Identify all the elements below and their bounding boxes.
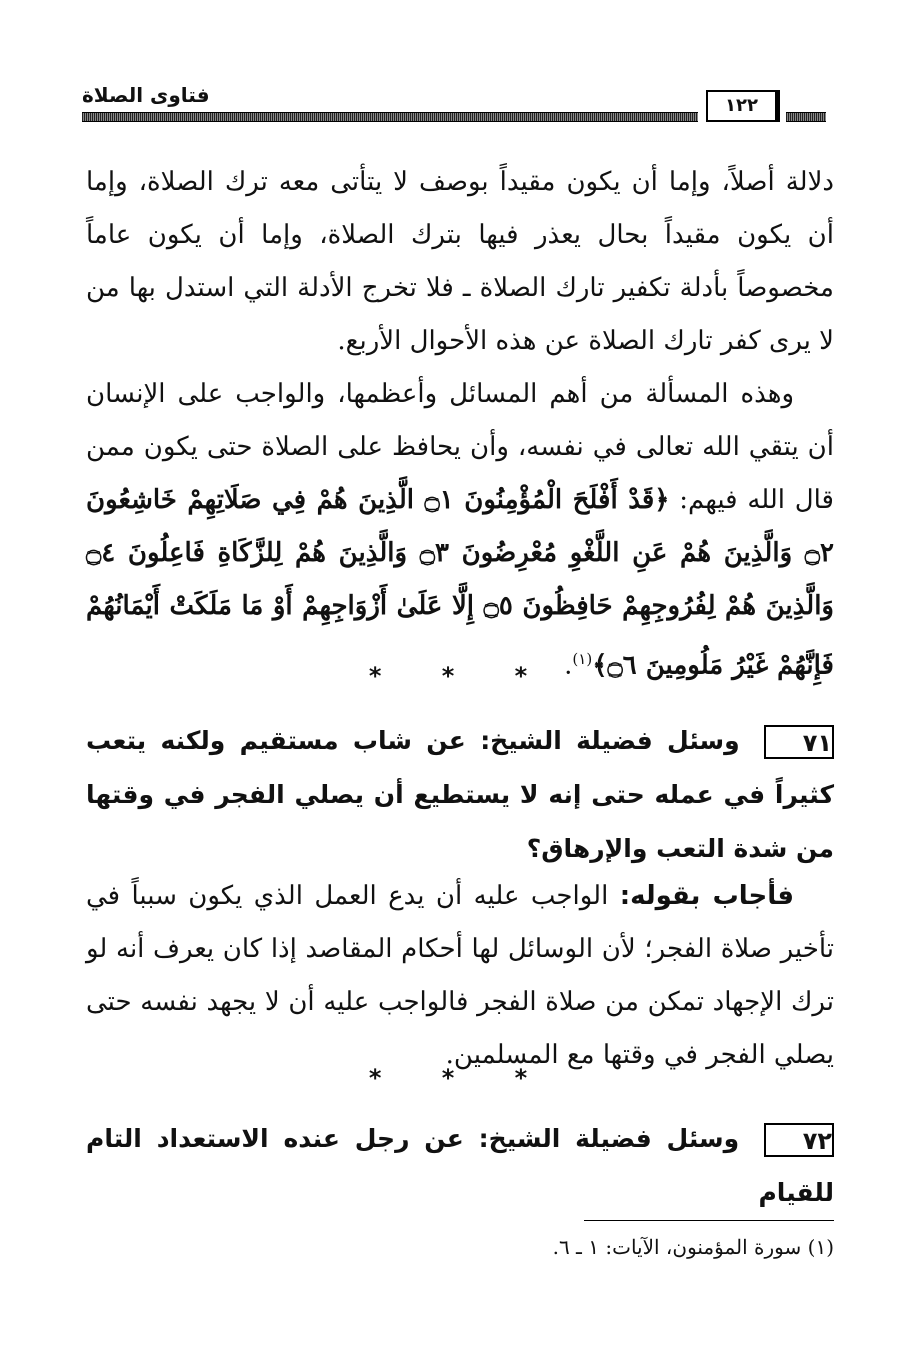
footnote: (١) سورة المؤمنون، الآيات: ١ ـ ٦. <box>552 1235 834 1259</box>
answer-71-text: الواجب عليه أن يدع العمل الذي يكون سبباً في تأخير صلاة الفجر؛ لأن الوسائل لها أحكام المقاصد إذا كان يعرف أنه لو ترك الإجهاد تمكن من صلاة الفجر فالواجب عليه أن لا يجهد نفسه حتى يصلي الفجر في وقتها مع المسلمين. <box>86 881 834 1070</box>
page-number: ١٢٢ <box>706 90 780 122</box>
footnote-ref: (١) <box>572 650 593 668</box>
question-72-text: وسئل فضيلة الشيخ: عن رجل عنده الاستعداد التام للقيام <box>86 1124 834 1207</box>
section-separator: * * * <box>368 1064 554 1092</box>
paragraph-2-end: . <box>564 650 573 681</box>
header-rule <box>82 112 698 122</box>
question-71-text: وسئل فضيلة الشيخ: عن شاب مستقيم ولكنه يتعب كثيراً في عمله حتى إنه لا يستطيع أن يصلي الفجر في وقتها من شدة التعب والإرهاق؟ <box>86 726 834 863</box>
book-title: فتاوى الصلاة <box>82 83 210 107</box>
question-72 <box>86 1112 834 1220</box>
question-71 <box>86 714 834 876</box>
answer-71-lead: فأجاب بقوله: <box>619 881 794 911</box>
answer-71 <box>86 870 834 1082</box>
paragraph-2 <box>86 368 834 693</box>
quran-verse: ﴿قَدْ أَفْلَحَ الْمُؤْمِنُونَ ۝١ الَّذِينَ هُمْ فِي صَلَاتِهِمْ خَاشِعُونَ ۝٢ وَالَّذِينَ هُمْ عَنِ اللَّغْوِ مُعْرِضُونَ ۝٣ وَالَّذِينَ هُمْ لِلزَّكَاةِ فَاعِلُونَ ۝٤ وَالَّذِينَ هُمْ لِفُرُوجِهِمْ حَافِظُونَ ۝٥ إِلَّا عَلَىٰ أَزْوَاجِهِمْ أَوْ مَا مَلَكَتْ أَيْمَانُهُمْ فَإِنَّهُمْ غَيْرُ مَلُومِينَ ۝٦﴾ <box>86 485 834 681</box>
footnote-divider <box>584 1220 834 1221</box>
section-separator: * * * <box>368 662 554 690</box>
paragraph-1: دلالة أصلاً، وإما أن يكون مقيداً بوصف لا يتأتى معه ترك الصلاة، وإما أن يكون مقيداً بحال يعذر فيها بترك الصلاة، وإما أن يكون عاماً مخصوصاً بأدلة تكفير تارك الصلاة ـ فلا تخرج الأدلة التي استدل بها من لا يرى كفر تارك الصلاة عن هذه الأحوال الأربع. <box>86 167 834 356</box>
page-header <box>82 82 826 126</box>
question-number-71: ٧١ <box>764 725 834 759</box>
header-rule-right <box>786 112 826 122</box>
paragraph-2-intro: وهذه المسألة من أهم المسائل وأعظمها، والواجب على الإنسان أن يتقي الله تعالى في نفسه، وأن يحافظ على الصلاة حتى يكون ممن قال الله فيهم: <box>86 379 834 515</box>
question-number-72: ٧٢ <box>764 1123 834 1157</box>
